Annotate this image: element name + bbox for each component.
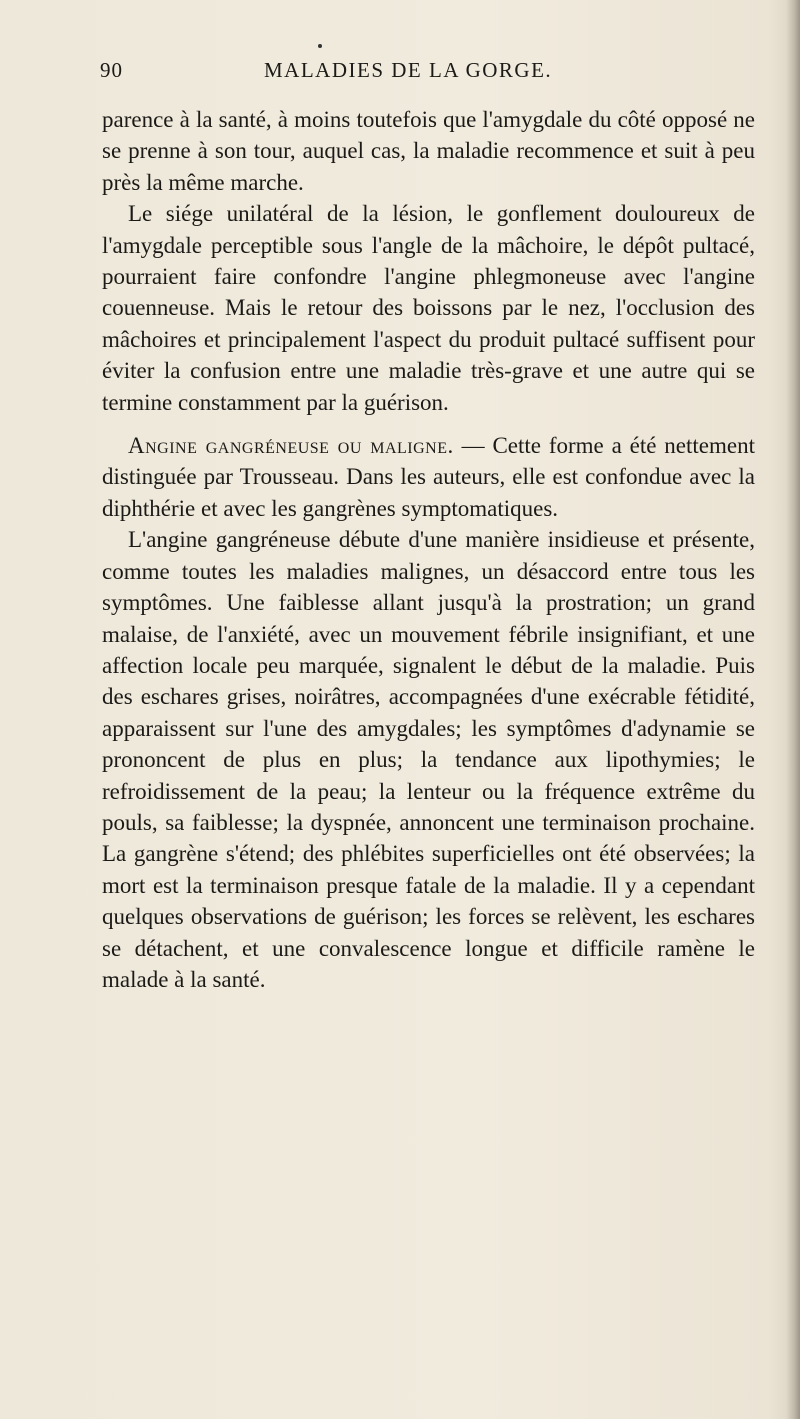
section-heading: Angine gangréneuse ou maligne. xyxy=(128,433,454,459)
page-edge-shadow xyxy=(786,0,800,1419)
ink-speck xyxy=(318,44,322,48)
paragraph-continuation: parence à la santé, à moins toutefois que l'amygdale du côté opposé ne se prenne à son tour, auquel cas, la maladie recommence et suit à peu près la même marche. xyxy=(102,107,755,195)
section-intro: — Cette forme a été nettement distinguée par Trousseau. Dans les auteurs, elle est confondue avec la diphthérie et avec les gangrènes symptomatiques. xyxy=(102,433,755,521)
section-paragraph xyxy=(102,430,755,524)
paragraph-differential: Le siége unilatéral de la lésion, le gonflement douloureux de l'amygdale perceptible sous l'angle de la mâchoire, le dépôt pultacé, pourraient faire confondre l'angine phlegmoneuse avec l'angine couenneuse. Mais le retour des boissons par le nez, l'occlusion des mâchoires et principalement l'aspect du produit pultacé suffisent pour éviter la confusion entre une maladie très-grave et une autre qui se termine constamment par la guérison. xyxy=(102,201,755,415)
running-title: MALADIES DE LA GORGE. xyxy=(264,58,553,82)
page-number: 90 xyxy=(100,58,123,82)
body-text xyxy=(102,104,755,995)
paragraph-symptoms: L'angine gangréneuse débute d'une manière insidieuse et présente, comme toutes les maladies malignes, un désaccord entre tous les symptômes. Une faiblesse allant jusqu'à la prostration; un grand malaise, de l'anxiété, avec un mouvement fébrile insignifiant, et une affection locale peu marquée, signalent le début de la maladie. Puis des eschares grises, noirâtres, accompagnées d'une exécrable fétidité, apparaissent sur l'une des amygdales; les symptômes d'adynamie se prononcent de plus en plus; la tendance aux lipothymies; le refroidissement de la peau; la lenteur ou la fréquence extrême du pouls, sa faiblesse; la dyspnée, annoncent une terminaison prochaine. La gangrène s'étend; des phlébites superficielles ont été observées; la mort est la terminaison presque fatale de la maladie. Il y a cependant quelques observations de guérison; les forces se relèvent, les eschares se détachent, et une convalescence longue et difficile ramène le malade à la santé. xyxy=(102,527,755,992)
running-header xyxy=(100,58,755,86)
